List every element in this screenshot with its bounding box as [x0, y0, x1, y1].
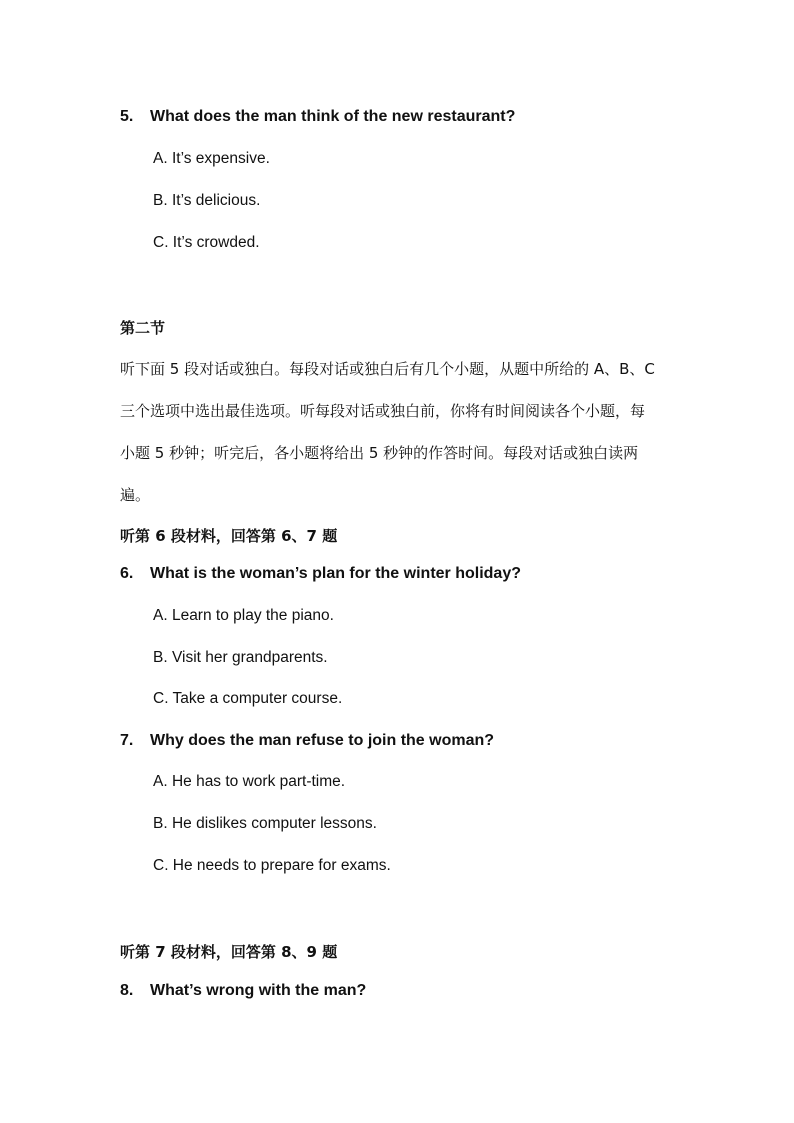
option-5a: A. It’s expensive.	[153, 150, 270, 167]
material-7-heading: 听第 7 段材料，回答第 8、9 题	[120, 943, 338, 961]
question-7	[120, 732, 494, 750]
option-6c: C. Take a computer course.	[153, 690, 343, 707]
question-text: What is the woman’s plan for the winter holiday?	[150, 565, 521, 582]
option-6b: B. Visit her grandparents.	[153, 649, 328, 666]
instruction-line-2: 三个选项中选出最佳选项。听每段对话或独白前，你将有时间阅读各个小题，每	[120, 402, 646, 420]
question-number: 5.	[120, 108, 134, 125]
question-5	[120, 108, 515, 126]
option-6a: A. Learn to play the piano.	[153, 607, 334, 624]
question-8	[120, 982, 366, 1000]
question-number: 8.	[120, 982, 134, 999]
question-text: What’s wrong with the man?	[150, 982, 367, 999]
question-number: 7.	[120, 732, 134, 749]
instruction-line-4: 遍。	[120, 486, 151, 504]
option-7c: C. He needs to prepare for exams.	[153, 857, 391, 874]
option-5b: B. It’s delicious.	[153, 192, 261, 209]
option-5c: C. It’s crowded.	[153, 234, 260, 251]
instruction-line-3: 小题 5 秒钟；听完后，各小题将给出 5 秒钟的作答时间。每段对话或独白读两	[120, 444, 639, 462]
material-6-heading: 听第 6 段材料，回答第 6、7 题	[120, 527, 338, 545]
option-7a: A. He has to work part-time.	[153, 773, 346, 790]
question-number: 6.	[120, 565, 134, 582]
section-title: 第二节	[120, 319, 166, 337]
option-7b: B. He dislikes computer lessons.	[153, 815, 377, 832]
question-text: Why does the man refuse to join the woman?	[150, 732, 495, 749]
question-6	[120, 565, 521, 583]
instruction-line-1: 听下面 5 段对话或独白。每段对话或独白后有几个小题，从题中所给的 A、B、C	[120, 360, 655, 378]
question-text: What does the man think of the new restaurant?	[150, 108, 516, 125]
